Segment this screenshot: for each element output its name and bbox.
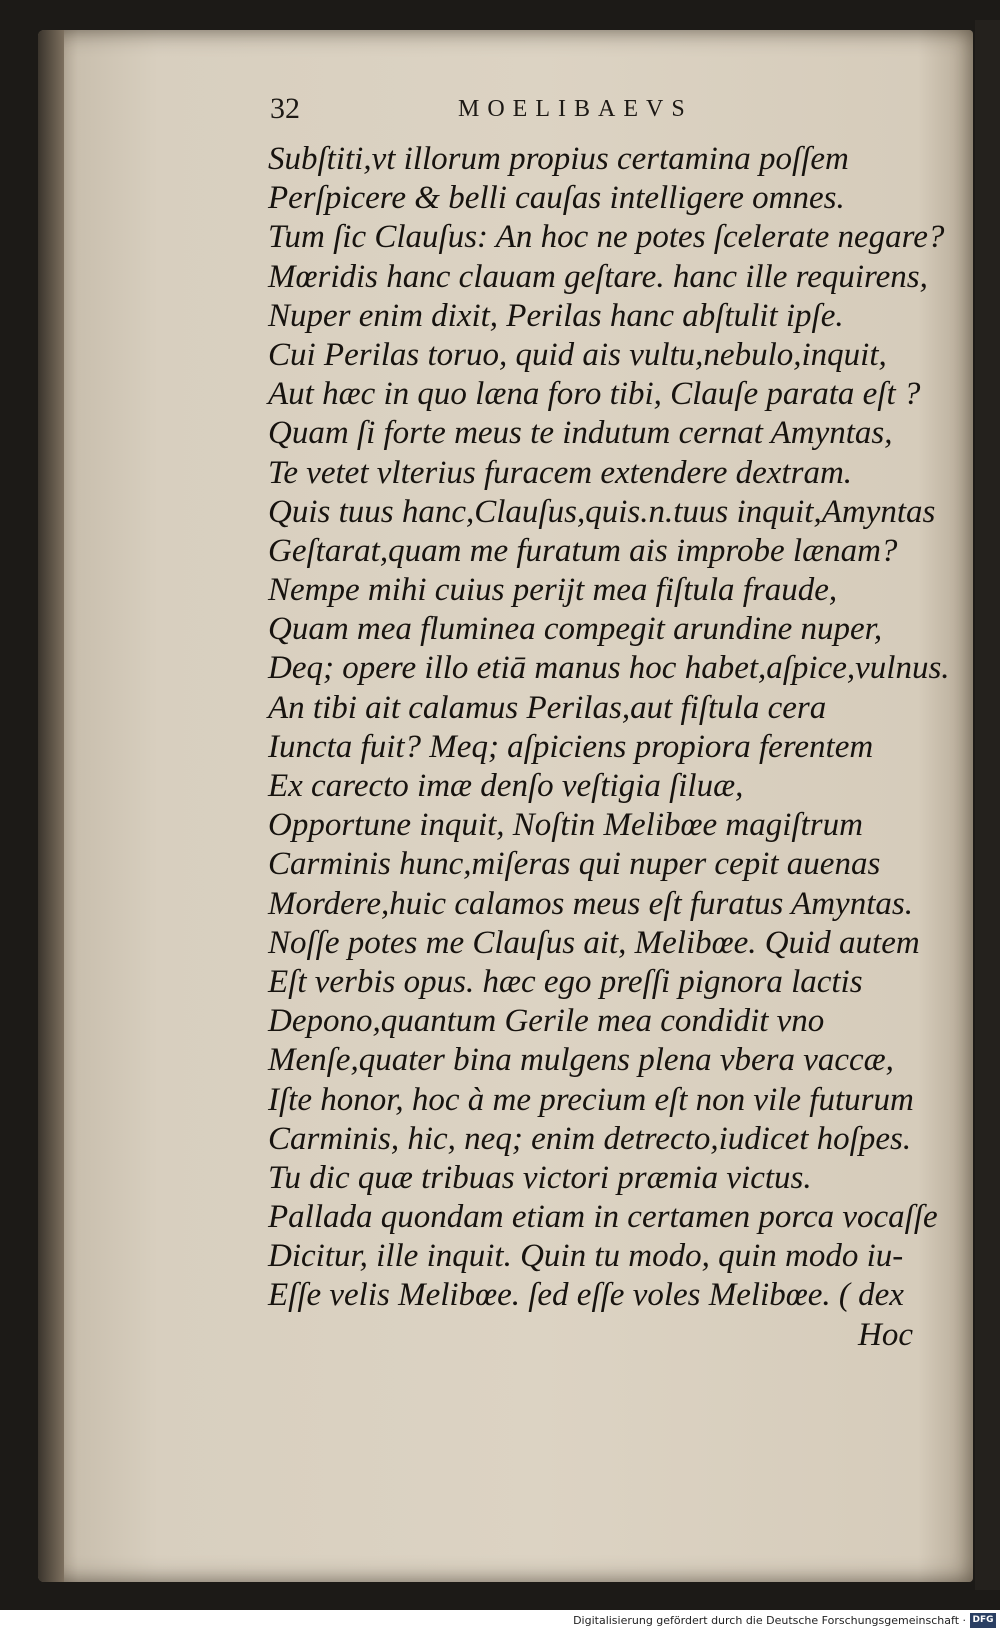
verse-line: Iſte honor, hoc à me precium eſt non vile futurum — [268, 1081, 914, 1118]
verse-line: Iuncta fuit? Meq; aſpiciens propiora ferentem — [268, 728, 874, 765]
verse-line: Subſtiti,vt illorum propius certamina poſſem — [268, 141, 849, 177]
verse-line: Eſſe velis Melibœe. ſed eſſe voles Melibœe. ( dex — [268, 1277, 904, 1314]
verse-line: Perſpicere & belli cauſas intelligere omnes. — [268, 180, 845, 217]
verse-line: Aut hæc in quo læna foro tibi, Clauſe parata eſt ? — [268, 376, 921, 413]
verse-line: Nuper enim dixit, Perilas hanc abſtulit ipſe. — [268, 297, 844, 334]
verse-line: Tum ſic Clauſus: An hoc ne potes ſcelerate negare? — [268, 219, 945, 256]
catchword: Hoc — [858, 1316, 913, 1353]
funding-credit: Digitalisierung gefördert durch die Deutsche Forschungsgemeinschaft · — [573, 1614, 966, 1627]
verse-line: Opportune inquit, Noſtin Melibœe magiſtrum — [268, 807, 863, 844]
page-number: 32 — [270, 92, 300, 125]
verse-line: Mordere,huic calamos meus eſt furatus Amyntas. — [268, 885, 913, 922]
verse-line: Noſſe potes me Clauſus ait, Melibœe. Quid autem — [268, 924, 920, 961]
verse-line: Depono,quantum Gerile mea condidit vno — [268, 1003, 825, 1040]
book-gutter — [38, 30, 64, 1582]
verse-line: Cui Perilas toruo, quid ais vultu,nebulo,inquit, — [268, 336, 887, 373]
verse-line: Quis tuus hanc,Clauſus,quis.n.tuus inquit,Amyntas — [268, 493, 936, 530]
verse-text — [268, 140, 950, 1355]
running-head: MOELIBAEVS — [458, 96, 693, 122]
verse-line: Dicitur, ille inquit. Quin tu modo, quin modo iu- — [268, 1238, 904, 1275]
verse-line: Carminis, hic, neq; enim detrecto,iudicet hoſpes. — [268, 1120, 912, 1157]
verse-line: Geſtarat,quam me furatum ais improbe lænam? — [268, 532, 898, 569]
book-edge-right — [975, 20, 1000, 1590]
footer-bar — [0, 1612, 1000, 1632]
verse-line: Quam ſi forte meus te indutum cernat Amyntas, — [268, 415, 893, 452]
verse-line: Te vetet vlterius furacem extendere dextram. — [268, 454, 853, 491]
verse-line: Quam mea fluminea compegit arundine nuper, — [268, 611, 883, 648]
verse-line: Mœridis hanc clauam geſtare. hanc ille requirens, — [268, 258, 928, 295]
verse-line: Nempe mihi cuius periјt mea fiſtula fraude, — [268, 572, 838, 609]
verse-line: An tibi ait calamus Perilas,aut fiſtula cera — [268, 689, 827, 726]
verse-line: Menſe,quater bina mulgens plena vbera vaccæ, — [268, 1042, 894, 1079]
verse-line: Pallada quondam etiam in certamen porca vocaſſe — [268, 1199, 938, 1236]
verse-line: Tu dic quæ tribuas victori præmia victus. — [268, 1159, 812, 1196]
verse-line: Deq; opere illo etiā manus hoc habet,aſpice,vulnus. — [268, 650, 950, 687]
verse-line: Carminis hunc,miſeras qui nuper cepit auenas — [268, 846, 881, 883]
verse-line: Ex carecto imæ denſo veſtigia ſiluæ, — [268, 768, 744, 804]
dfg-logo-icon: DFG — [970, 1613, 996, 1628]
page-header — [270, 92, 770, 130]
verse-line: Eſt verbis opus. hæc ego preſſi pignora lactis — [268, 963, 863, 1000]
